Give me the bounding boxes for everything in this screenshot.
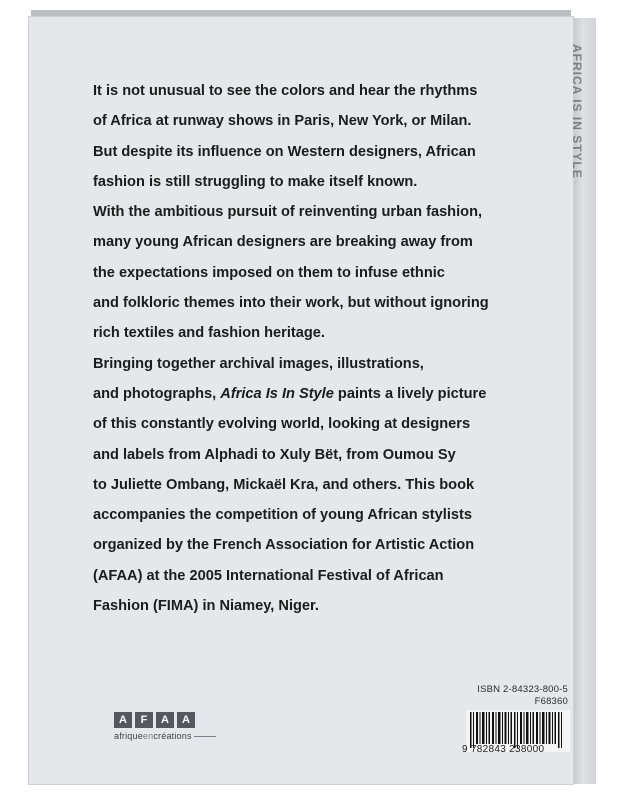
logo-letter: A	[156, 712, 174, 728]
tagline-part: créations	[153, 731, 192, 741]
barcode-bars	[470, 712, 566, 748]
logo-letter: A	[177, 712, 195, 728]
tagline-rule	[194, 736, 216, 737]
blurb-line: But despite its influence on Western designers, African	[93, 143, 476, 160]
blurb-line: With the ambitious pursuit of reinventing urban fashion,	[93, 204, 483, 221]
spine-title: AFRICA IS IN STYLE	[570, 44, 584, 179]
blurb-line-suffix: paints a lively picture	[333, 385, 487, 402]
blurb-line: and labels from Alphadi to Xuly Bët, from Oumou Sy	[93, 446, 456, 463]
blurb-line: Fashion (FIMA) in Niamey, Niger.	[93, 598, 319, 615]
barcode-digits: 9 782843 238000	[462, 744, 545, 755]
book-title: Africa Is In Style	[220, 385, 334, 402]
blurb-line: (AFAA) at the 2005 International Festival of African	[93, 567, 444, 584]
blurb-line: rich textiles and fashion heritage.	[93, 325, 325, 342]
isbn-number: ISBN 2-84323-800-5	[477, 684, 568, 695]
tagline-part: afrique	[114, 731, 143, 741]
back-cover-blurb	[93, 76, 513, 621]
blurb-line: of this constantly evolving world, looking at designers	[93, 416, 471, 433]
blurb-line: Bringing together archival images, illustrations,	[93, 355, 424, 372]
logo-letter-boxes	[114, 712, 216, 728]
logo-letter: A	[114, 712, 132, 728]
blurb-line: and folkloric themes into their work, but without ignoring	[93, 295, 489, 312]
blurb-line: It is not unusual to see the colors and hear the rhythms	[93, 83, 478, 99]
isbn-block	[468, 684, 568, 708]
blurb-line: fashion is still struggling to make itself known.	[93, 173, 418, 190]
blurb-line-with-title	[93, 379, 513, 409]
afaa-logo	[114, 712, 216, 741]
blurb-line: organized by the French Association for Artistic Action	[93, 537, 475, 554]
blurb-line: to Juliette Ombang, Mickaël Kra, and others. This book	[93, 476, 475, 493]
blurb-line: many young African designers are breaking away from	[93, 234, 473, 251]
blurb-line: of Africa at runway shows in Paris, New York, or Milan.	[93, 113, 472, 130]
product-code: F68360	[534, 696, 568, 707]
logo-letter: F	[135, 712, 153, 728]
blurb-line: the expectations imposed on them to infuse ethnic	[93, 264, 445, 281]
logo-tagline	[114, 731, 216, 741]
blurb-line-prefix: and photographs,	[93, 385, 221, 402]
tagline-part: en	[142, 731, 154, 741]
blurb-line: accompanies the competition of young African stylists	[93, 507, 472, 524]
